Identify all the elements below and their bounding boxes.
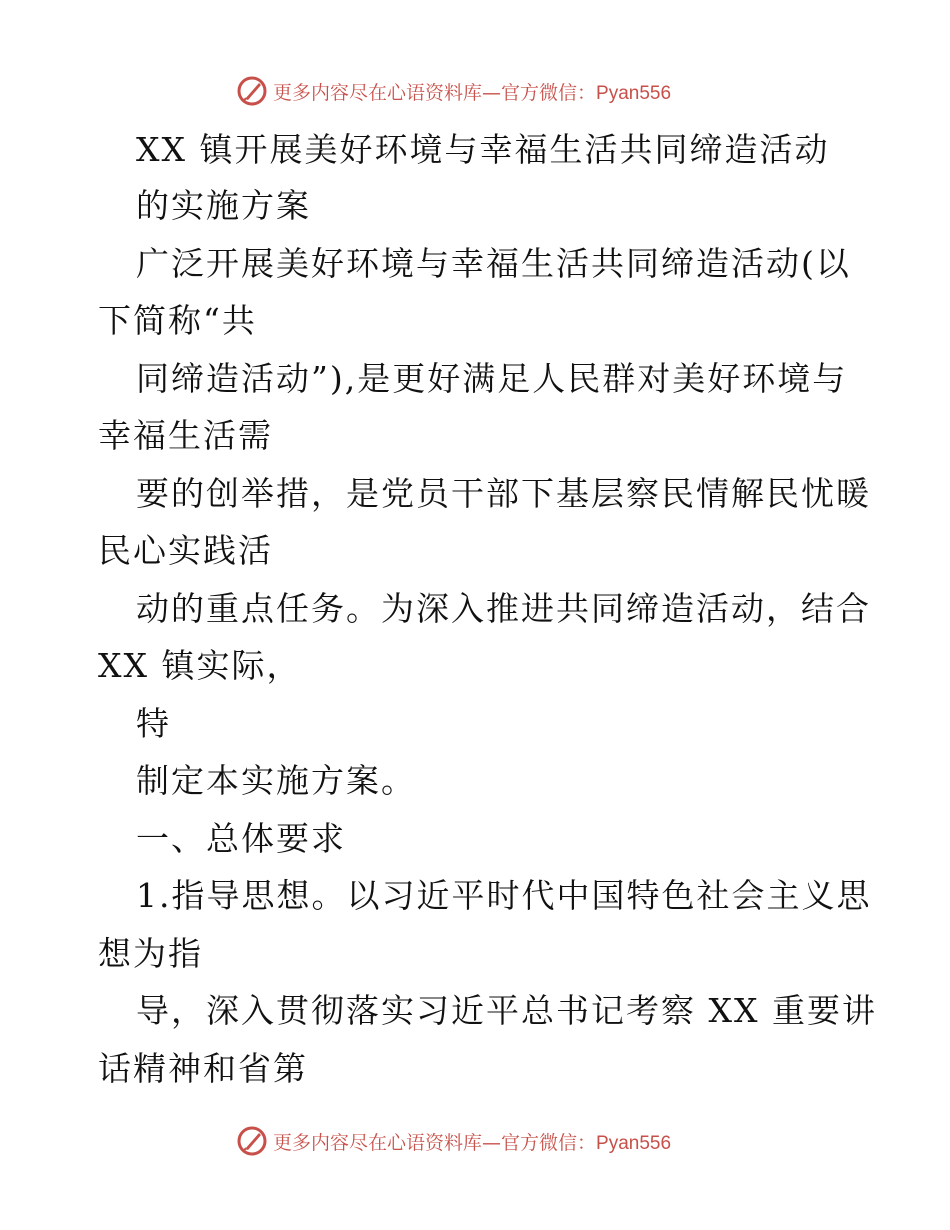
quill-pen-circle-icon <box>235 74 269 108</box>
watermark-text: 更多内容尽在心语资料库—官方微信：Pyan556 <box>273 81 672 104</box>
paragraph-line: 话精神和省第 <box>98 1049 308 1088</box>
header-watermark <box>235 74 671 108</box>
paragraph-line: 同缔造活动”),是更好满足人民群对美好环境与 <box>136 359 848 398</box>
paragraph-line: 幸福生活需 <box>98 416 273 455</box>
paragraph-line: 下简称“共 <box>98 301 257 340</box>
document-title-line-2: 的实施方案 <box>136 186 311 225</box>
section-heading: 一、总体要求 <box>136 819 346 858</box>
watermark-text: 更多内容尽在心语资料库—官方微信：Pyan556 <box>273 1131 672 1154</box>
paragraph-line: 特 <box>136 704 171 743</box>
document-title-line-1: XX 镇开展美好环境与幸福生活共同缔造活动 <box>136 130 830 169</box>
paragraph-line: 民心实践活 <box>98 531 273 570</box>
quill-pen-circle-icon <box>235 1124 269 1158</box>
paragraph-line: 要的创举措，是党员干部下基层察民情解民忧暖 <box>136 474 871 513</box>
footer-watermark <box>235 1124 671 1158</box>
paragraph-line: 1.指导思想。以习近平时代中国特色社会主义思 <box>136 876 872 915</box>
paragraph-line: 广泛开展美好环境与幸福生活共同缔造活动(以 <box>136 244 851 283</box>
paragraph-line: 制定本实施方案。 <box>136 761 416 800</box>
paragraph-line: 想为指 <box>98 934 203 973</box>
paragraph-line: XX 镇实际， <box>98 646 302 685</box>
paragraph-line: 导，深入贯彻落实习近平总书记考察 XX 重要讲 <box>136 991 877 1030</box>
paragraph-line: 动的重点任务。为深入推进共同缔造活动，结合 <box>136 589 871 628</box>
